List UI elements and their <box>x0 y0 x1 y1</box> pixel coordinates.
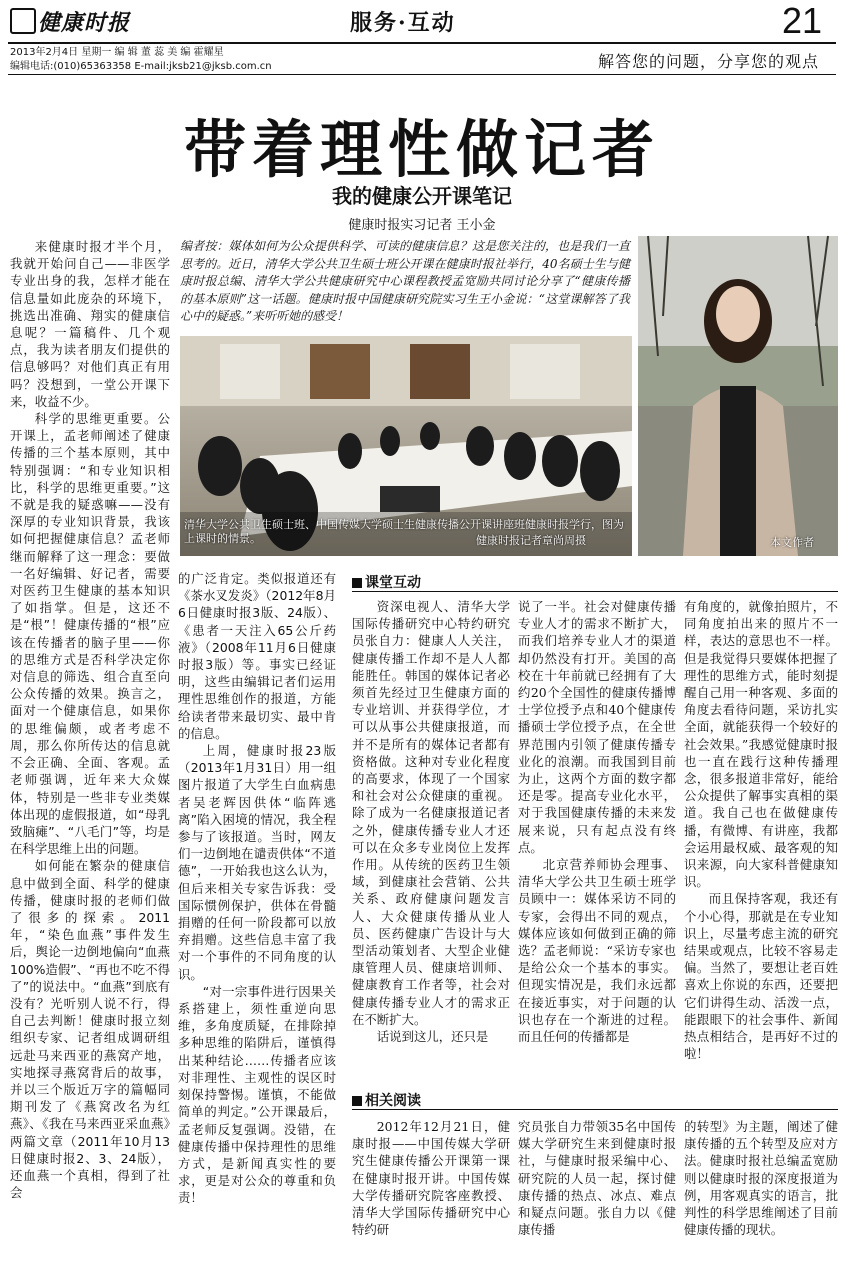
byline: 健康时报实习记者 王小金 <box>348 218 496 233</box>
paragraph: 上周，健康时报23版（2013年1月31日）用一组图片报道了大学生白血病患者吴老辉因供体“临阵逃离”陷入困境的情况，我全程参与了该报道。当时，网友们一边倒地在谴责供体“不道德”，一开始我也这么认为，但后来相关专家告诉我：受国际惯例保护，供体在骨髓捐赠的任何一阶段都可以放弃捐赠。这些信息丰富了我对一个事件的不同角度的认识。 <box>178 743 336 982</box>
classroom-photo <box>180 336 632 556</box>
paragraph: 来健康时报才半个月，我就开始问自己——非医学专业出身的我，怎样才能在信息量如此庞杂的环境下，挑选出准确、翔实的健康信息呢？一篇稿件、几个观点，我为读者朋友们提供的信息够吗？对他们真正有用吗？没想到，一堂公开课下来，收益不少。 <box>10 239 170 409</box>
related-heading <box>352 1090 421 1110</box>
paragraph: 的广泛肯定。类似报道还有《茶水叉发炎》（2012年8月6日健康时报3版、24版）、《患者一天注入65公斤药液》（2008年11月6日健康时报3版）等。事实已经证明，这些由编辑记者们运用理性思维创作的报道，方能给读者带来最切实、最中肯的信息。 <box>178 571 336 741</box>
interaction-column-c <box>684 598 838 1062</box>
slogan: 解答您的问题，分享您的观点 <box>598 52 820 71</box>
paragraph: 如何能在繁杂的健康信息中做到全面、科学的健康传播，健康时报的老师们做了很多的探索。2011年，“染色血燕”事件发生后，舆论一边倒地偏向“血燕100%造假”、“再也不吃不得了”的说法中。“血燕”到底有没有？光听别人说不行，得自己去判断！健康时报立刻组织专家、记者组成调研组远赴马来西亚的燕窝产地，实地探寻燕窝背后的故事，并以三个版近万字的篇幅同期刊发了《燕窝改名为红燕》、《我在马来西亚采血燕》两篇文章（2011年10月13日健康时报2、3、24版），还血燕一个真相，得到了社会 <box>10 858 170 1201</box>
paragraph: 的转型》为主题，阐述了健康传播的五个转型及应对方法。健康时报社总编孟宽励则以健康时报的深度报道为例，用客观真实的语言，批判性的科学思维阐述了目前健康传播的现状。 <box>684 1119 838 1238</box>
date-editor-line: 2013年2月4日 星期一 编 辑 董 蕊 美 编 霍耀星 <box>10 47 224 58</box>
interaction-column-a <box>352 598 510 1045</box>
masthead-logo <box>10 6 140 38</box>
interaction-heading-text: 课堂互动 <box>365 575 421 591</box>
related-column-b <box>518 1118 676 1278</box>
paragraph: 有角度的，就像拍照片，不同角度拍出来的照片不一样，表达的意思也不一样。但是我觉得只要媒体把握了理性的思维方式，能时刻提醒自己用一种客观、多面的角度去看待问题，采访扎实全面，就能获得一个较好的社会效果。”我感觉健康时报也一直在践行这种传播理念，很多报道非常好，能给公众提供了解事实真相的渠道。我自己也在做健康传播，有微博、有讲座，我都会运用最权威、最客观的知识来源，向大家科普健康知识。 <box>684 599 838 890</box>
subheadline: 我的健康公开课笔记 <box>332 184 512 208</box>
paragraph: 资深电视人、清华大学国际传播研究中心特约研究员张自力：健康人人关注，健康传播工作却不是人人都能胜任。韩国的媒体记者必须首先经过卫生健康方面的专业培训、并获得学位，才可以从事公共健康报道，而并不是所有的媒体记者都有资格做。这种对专业化程度的高要求，体现了一个国家和社会对公众健康的重视。除了成为一名健康报道记者之外，健康传播专业人才还可以在众多专业岗位上发挥作用。从传统的医药卫生领域，到健康社会营销、公共关系、政府健康问题发言人、大众健康传播从业人员、医药健康广告设计与大型活动策划者、大型企业健康管理人员、健康培训师、健康教育工作者等，社会对健康传播专业人才的需求正在不断扩大。 <box>352 599 510 1027</box>
photo-caption-credit: 健康时报记者章尚周摄 <box>476 534 586 547</box>
interaction-heading <box>352 572 421 592</box>
section-marker-icon <box>352 1096 362 1106</box>
contact-line: 编辑电话:(010)65363358 E-mail:jksb21@jksb.com.cn <box>10 61 272 72</box>
page-number: 21 <box>782 0 823 41</box>
author-photo-caption: 本文作者 <box>770 536 814 549</box>
header-rule <box>8 74 836 75</box>
related-column-c <box>684 1118 838 1278</box>
related-column-a <box>352 1118 510 1278</box>
paragraph: 2012年12月21日，健康时报——中国传媒大学研究生健康传播公开课第一课在健康时报开讲。中国传媒大学传播研究院客座教授、清华大学国际传播研究中心特约研 <box>352 1119 510 1238</box>
top-rule <box>8 42 836 44</box>
paragraph: 科学的思维更重要。公开课上，孟老师阐述了健康传播的三个基本原则，其中特别强调：“和专业知识相比，科学的思维更重要。”这不就是我的疑惑嘛——没有深厚的专业知识背景，我该如何把握健康信息？孟老师继而解释了这一理念：要做一名好编辑、好记者，需要对医药卫生健康的基本知识了如指掌。但是，这还不是“根”！健康传播的“根”应该在传播者的脑子里——你的思维方式是否科学决定你对信息的筛选、组合直至向公众传播的效果。换言之，面对一个健康信息，如果你的思维偏颇，或者考虑不周，那么你所传达的信息就不会正确、全面、客观。孟老师强调，近年来大众媒体，特别是一些非专业类媒体出现的虚假报道，如“母乳致脑瘫”、“八毛门”等，均是在科学思维上出的问题。 <box>10 411 170 857</box>
section-marker-icon <box>352 578 362 588</box>
paragraph: 说了一半。社会对健康传播专业人才的需求不断扩大，而我们培养专业人才的渠道却仍然没有打开。美国的高校在十年前就已经拥有了大约20个全国性的健康传播博士学位授予点和40个健康传播硕士学位授予点，在全世界范围内引领了健康传播专业化的浪潮。而我国到目前为止，这两个方面的数字都还是零。提高专业化水平，对于我国健康传播的未来发展来说，只有起点没有终点。 <box>518 599 676 855</box>
photo-caption-left: 清华大学公共卫生硕士班、中国传媒大学硕士生健康传播公开课讲座班健康时报学行，图为上课时的情景。 <box>184 518 624 545</box>
headline: 带着理性做记者 <box>183 113 660 186</box>
author-image <box>638 236 838 556</box>
author-photo <box>638 236 838 556</box>
interaction-rule <box>352 591 838 592</box>
paragraph: 而且保持客观，我还有个小心得，那就是在专业知识上，尽量考虑主流的研究结果或观点，比较不容易走偏。当然了，要想让老百姓喜欢上你说的东西，还要把它们讲得生动、活泼一点，能跟眼下的社会事件、新闻热点相结合，是再好不过的啦！ <box>684 891 838 1062</box>
paragraph: 究员张自力带领35名中国传媒大学研究生来到健康时报社，与健康时报采编中心、研究院的人员一起，探讨健康传播的热点、冰点、难点和疑点问题。张自力以《健康传播 <box>518 1119 676 1238</box>
logo-text: 健康时报 <box>38 10 131 36</box>
interaction-column-b <box>518 598 676 1045</box>
paragraph: 话说到这儿，还只是 <box>376 1029 489 1045</box>
related-rule <box>352 1109 838 1110</box>
article-column-2 <box>178 570 336 1278</box>
related-heading-text: 相关阅读 <box>365 1093 421 1109</box>
section-title: 服务·互动 <box>350 10 456 36</box>
article-column-1 <box>10 238 170 1278</box>
logo-icon <box>10 8 36 34</box>
editor-note: 编者按：媒体如何为公众提供科学、可读的健康信息？这是您关注的，也是我们一直思考的。近日，清华大学公共卫生硕士班公开课在健康时报社举行，40名硕士生与健康时报总编、清华大学公共健康研究中心课程教授孟宽励共同讨论分享了“健康传播的基本原则”这一话题。健康时报中国健康研究院实习生王小金说：“这堂课解答了我心中的疑惑。”来听听她的感受！ <box>180 239 630 324</box>
paragraph: “对一宗事件进行因果关系搭建上，须性重逆向思维，多角度质疑，在排除掉多种思维的陷阱后，谨慎得出某种结论……传播者应该对非理性、主观性的误区时刻保持警惕。谨慎，不能做简单的判定。”公开课最后，孟老师反复强调。没错，在健康传播中保持理性的思维方式，是新闻真实性的要求，更是对公众的尊重和负责！ <box>178 983 336 1206</box>
paragraph: 北京营养师协会理事、清华大学公共卫生硕士班学员顾中一：媒体采访不同的专家，会得出不同的观点，媒体应该如何做到正确的筛选？孟老师说：“采访专家也是给公众一个基本的事实。但现实情况是，我们永远都在接近事实，对于问题的认识也存在一个渐进的过程。而且任何的传播都是 <box>518 857 676 1045</box>
